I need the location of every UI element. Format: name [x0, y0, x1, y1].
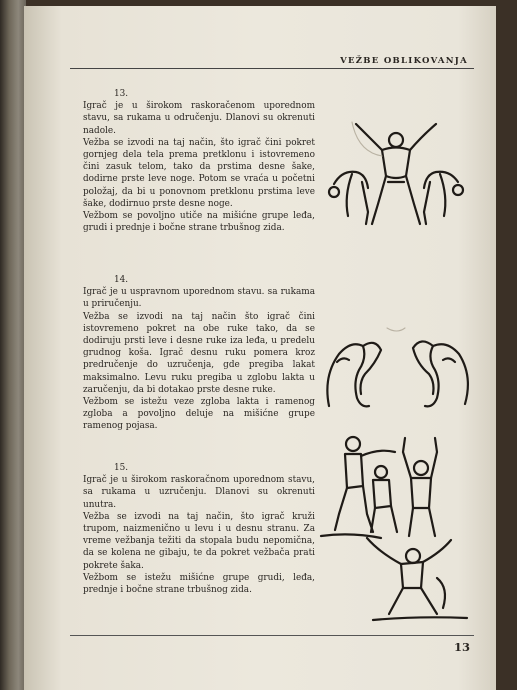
exercise-14-illustration: [317, 324, 477, 424]
exercise-effect: Vežbom se istežu mišićne grupe grudi, leđa, prednje i bočne strane trbušnog zida.: [83, 572, 315, 596]
running-head: VEŽBE OBLIKOVANJA: [340, 56, 468, 66]
exercise-14: [83, 274, 315, 433]
exercise-start-position: Igrač je u uspravnom uporednom stavu. sa rukama u priručenju.: [83, 287, 315, 310]
exercise-number: 15.: [114, 463, 129, 473]
exercise-execution: Vežba se izvodi na taj način, što igrač čini pokret gornjeg dela tela prema pretklonu i istovremeno čini zasuk telom, tako da prstima desne šake, dodirne prste leve noge. Potom se vraća u početni položaj, da bi u ponovnom pretklonu prstima leve šake, dodirnuo prste desne noge.: [83, 137, 315, 209]
exercise-number: 14.: [114, 275, 129, 285]
exercise-15: [83, 462, 315, 596]
facing-page-edge: [0, 0, 26, 690]
exercise-start-position: Igrač je u širokom raskoračenom uporednom stavu, sa rukama u odručenju. Dlanovi su okrenuti nadole.: [83, 101, 315, 136]
exercise-execution: Vežba se izvodi na taj način, što igrač kruži trupom, naizmenično u levu i u desnu stranu. Za vreme vežbanja težiti da stopala budu nepomična, da se kolena ne gibaju, te da pokret vežbača prati pokrete šaka.: [83, 511, 315, 571]
exercise-effect: Vežbom se istežu veze zgloba lakta i ramenog zgloba a povoljno deluje na mišićne grupe ramenog pojasa.: [83, 397, 315, 432]
exercise-15-illustration: [317, 428, 479, 624]
page-number: 13: [453, 640, 470, 654]
exercise-execution: Vežba se izvodi na taj način što igrač čini istovremeno pokret na obe ruke tako, da se dodiruju prsti leve i desne ruke iza leđa, u predelu grudnog koša. Igrač desnu ruku pomera kroz predručenje do uzručenja, gde pregiba lakat maksimalno. Levu ruku pregiba u zglobu lakta u zaručenju, da bi dotakao prste desne ruke.: [83, 311, 315, 395]
footer-rule: [70, 635, 474, 636]
exercise-number: 13.: [114, 89, 129, 99]
book-page: [24, 6, 496, 690]
exercise-13-illustration: [322, 112, 470, 232]
exercise-13: [83, 88, 315, 234]
header-rule: [70, 68, 474, 69]
exercise-effect: Vežbom se povoljno utiče na mišićne grupe leđa, grudi i prednje i bočne strane trbušnog zida.: [83, 211, 315, 234]
exercise-start-position: Igrač je u širokom raskoračnom uporednom stavu, sa rukama u uzručenju. Dlanovi su okrenuti unutra.: [83, 475, 315, 510]
